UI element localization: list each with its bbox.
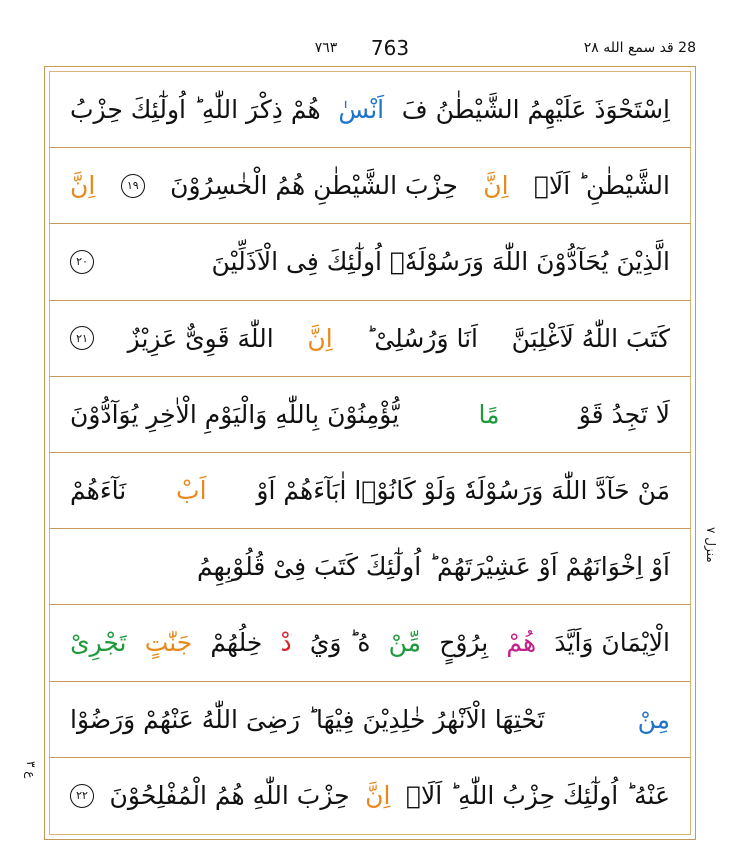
- tajweed-highlight: اِنَّ: [365, 781, 391, 811]
- page-number: 763: [370, 36, 410, 60]
- verse-text: يُّؤْمِنُوْنَ بِاللّٰهِ وَالْيَوْمِ الْاٰخِرِ يُوَآدُّوْنَ: [70, 399, 400, 429]
- verse-text: بِرُوْحٍ: [439, 628, 489, 658]
- verse-text: مَنْ حَآدَّ اللّٰهَ وَرَسُوْلَهٗ وَلَوْ كَانُوْۤا اٰبَآءَهُمْ اَوْ: [256, 476, 670, 506]
- verse-text: تَحْتِهَا الْاَنْهٰرُ خٰلِدِيْنَ فِيْهَا ؕ رَضِىَ اللّٰهُ عَنْهُمْ وَرَضُوْا: [70, 704, 545, 734]
- ayah-number-marker: ٢٠: [70, 250, 94, 274]
- verse-line: [50, 72, 690, 148]
- tajweed-highlight: مًا: [478, 399, 500, 429]
- page-number-arabic: ٧٦٣: [314, 40, 338, 56]
- tajweed-highlight: دْ: [280, 628, 292, 658]
- tajweed-highlight: هُمْ: [506, 628, 537, 658]
- verse-line: [50, 301, 690, 377]
- verse-line: [50, 148, 690, 224]
- verse-text: خِلُهُمْ: [210, 628, 263, 658]
- verse-text: الْاِيْمَانَ وَاَيَّدَ: [554, 628, 670, 658]
- verse-text: اِسْتَحْوَذَ عَلَيْهِمُ الشَّيْطٰنُ فَ: [401, 95, 670, 125]
- verse-line: [50, 605, 690, 681]
- text-lines: [50, 72, 690, 834]
- ruku-marker: ع ٣: [24, 761, 38, 779]
- tajweed-highlight: اَبْ: [176, 476, 207, 506]
- tajweed-highlight: تَجْرِىْ: [70, 628, 127, 658]
- page-header: [0, 36, 750, 62]
- tajweed-highlight: اِنَّ: [70, 171, 96, 201]
- verse-line: [50, 377, 690, 453]
- verse-text: الَّذِيْنَ يُحَآدُّوْنَ اللّٰهَ وَرَسُوْلَهٗۤ اُولٰٓئِكَ فِى الْاَذَلِّيْنَ: [211, 247, 670, 277]
- juz-label: 28 قد سمع الله ٢٨: [583, 40, 696, 56]
- verse-line: [50, 529, 690, 605]
- verse-line: [50, 758, 690, 834]
- verse-text: لَا تَجِدُ قَوْ: [578, 399, 670, 429]
- verse-line: [50, 682, 690, 758]
- tajweed-highlight: مِّنْ: [388, 628, 422, 658]
- verse-line: [50, 224, 690, 300]
- tajweed-highlight: جَنّٰتٍ: [144, 628, 193, 658]
- verse-text: اَوْ اِخْوَانَهُمْ اَوْ عَشِيْرَتَهُمْ ؕ اُولٰٓئِكَ كَتَبَ فِىْ قُلُوْبِهِمُ: [197, 552, 670, 582]
- tajweed-highlight: اَنْسٰ: [338, 95, 385, 125]
- verse-text: عَنْهُ ؕ اُولٰٓئِكَ حِزْبُ اللّٰهِ ؕ اَلَاۤ: [405, 781, 670, 811]
- tajweed-highlight: اِنَّ: [307, 323, 333, 353]
- verse-text: نَآءَهُمْ: [70, 476, 127, 506]
- verse-text: اللّٰهَ قَوِىٌّ عَزِيْزٌ: [127, 323, 274, 353]
- ayah-number-marker: ١٩: [121, 174, 145, 198]
- verse-text: هُمْ ذِكْرَ اللّٰهِ ؕ اُولٰٓئِكَ حِزْبُ: [70, 95, 321, 125]
- verse-text: حِزْبَ الشَّيْطٰنِ هُمُ الْخٰسِرُوْنَ: [170, 171, 458, 201]
- verse-text: الشَّيْطٰنِ ؕ اَلَاۤ: [533, 171, 670, 201]
- manzil-marker: منزل ٧: [704, 527, 718, 563]
- ayah-number-marker: ٢٢: [70, 784, 94, 808]
- tajweed-highlight: اِنَّ: [483, 171, 509, 201]
- verse-text: اَنَا وَرُسُلِىْ ؕ: [366, 323, 478, 353]
- verse-text: حِزْبَ اللّٰهِ هُمُ الْمُفْلِحُوْنَ: [109, 781, 350, 811]
- ayah-number-marker: ٢١: [70, 326, 94, 350]
- verse-line: [50, 453, 690, 529]
- tajweed-highlight: مِنْ: [637, 704, 670, 734]
- verse-text: هُ ؕ وَيُ: [309, 628, 371, 658]
- verse-text: كَتَبَ اللّٰهُ لَاَغْلِبَنَّ: [511, 323, 670, 353]
